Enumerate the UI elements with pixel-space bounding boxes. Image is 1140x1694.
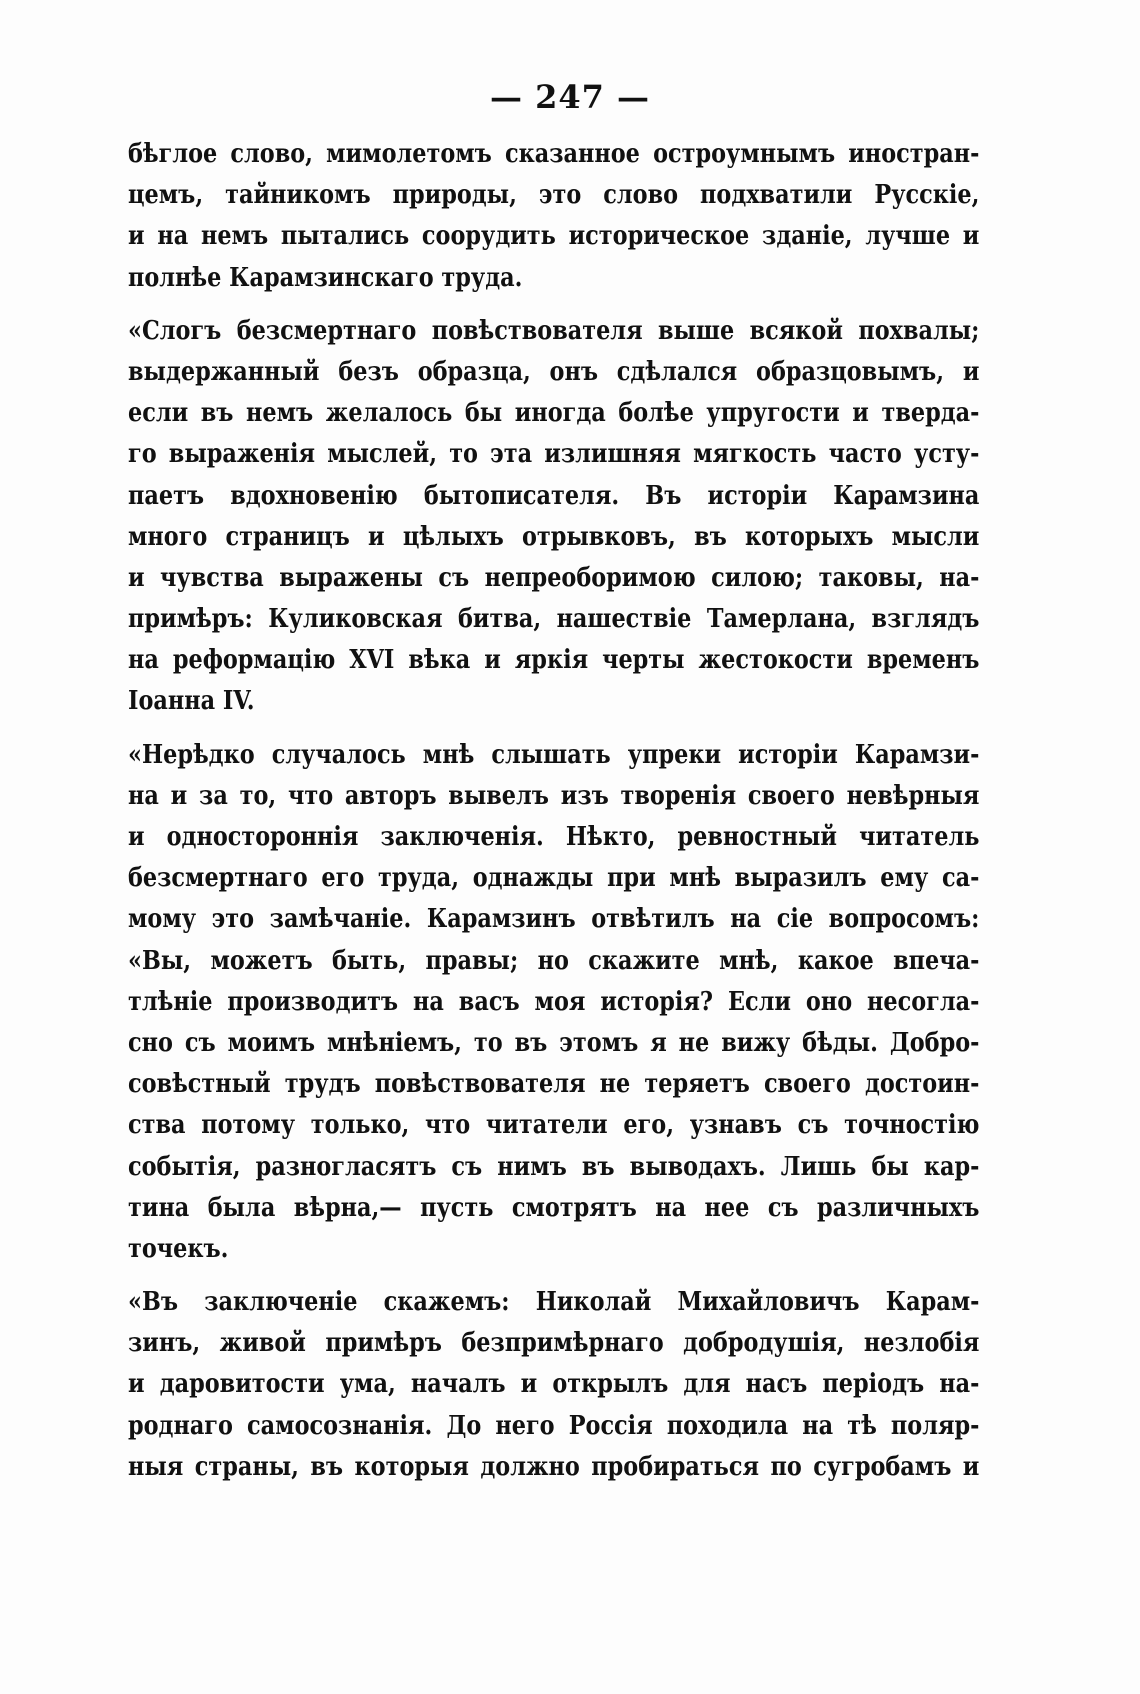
paragraph <box>128 735 980 1270</box>
text-line: на реформацію XVI вѣка и яркія черты жестокости временъ <box>128 645 980 676</box>
text-line: «Слогъ безсмертнаго повѣствователя выше всякой похвалы; <box>128 315 980 346</box>
text-line: полнѣе Карамзинскаго труда. <box>128 262 523 293</box>
text-line: бѣглое слово, мимолетомъ сказанное остроумнымъ иностран- <box>128 139 980 169</box>
text-line: событія, разногласятъ съ нимъ въ выводахъ. Лишь бы кар- <box>128 1151 980 1182</box>
text-line: «Въ заключеніе скажемъ: Николай Михайловичъ Карам- <box>128 1287 980 1318</box>
text-line: ства потому только, что читатели его, узнавъ съ точностію <box>128 1110 980 1141</box>
body-text <box>128 134 980 1488</box>
text-line: роднаго самосознанія. До него Россія походила на тѣ поляр- <box>128 1410 980 1441</box>
text-line: «Вы, можетъ быть, правы; но скажите мнѣ, какое впеча- <box>128 945 980 976</box>
text-line: «Нерѣдко случалось мнѣ слышать упреки исторіи Карамзи- <box>128 739 980 770</box>
text-line: совѣстный трудъ повѣствователя не теряетъ своего достоин- <box>128 1069 980 1100</box>
text-line: примѣръ: Куликовская битва, нашествіе Тамерлана, взглядъ <box>128 604 980 635</box>
text-line: тлѣніе производитъ на васъ моя исторія? Если оно несогла- <box>128 986 980 1017</box>
text-line: на и за то, что авторъ вывелъ изъ творенія своего невѣрныя <box>128 780 980 811</box>
text-line: зинъ, живой примѣръ безпримѣрнаго добродушія, незлобія <box>128 1328 980 1359</box>
paragraph <box>128 311 980 723</box>
text-line: мому это замѣчаніе. Карамзинъ отвѣтилъ на сіе вопросомъ: <box>128 904 980 935</box>
text-line: паетъ вдохновенію бытописателя. Въ исторіи Карамзина <box>128 480 980 511</box>
text-line: Іоанна IV. <box>128 686 255 717</box>
text-line: много страницъ и цѣлыхъ отрывковъ, въ которыхъ мысли <box>128 521 980 552</box>
text-line: и на немъ пытались соорудить историческое зданіе, лучше и <box>128 221 980 252</box>
text-line: цемъ, тайникомъ природы, это слово подхватили Русскіе, <box>128 180 980 211</box>
text-line: и одностороннія заключенія. Нѣкто, ревностный читатель <box>128 822 980 852</box>
text-line: ныя страны, въ которыя должно пробираться по сугробамъ и <box>128 1451 980 1482</box>
text-line: сно съ моимъ мнѣніемъ, то въ этомъ я не вижу бѣды. Добро- <box>128 1027 980 1058</box>
text-line: безсмертнаго его труда, однажды при мнѣ выразилъ ему са- <box>128 863 980 894</box>
paragraph <box>128 134 980 299</box>
text-line: и чувства выражены съ непреоборимою силою; таковы, на- <box>128 562 980 593</box>
text-line: и даровитости ума, началъ и открылъ для насъ періодъ на- <box>128 1369 980 1400</box>
text-line: точекъ. <box>128 1233 229 1264</box>
paragraph <box>128 1282 980 1488</box>
text-line: выдержанный безъ образца, онъ сдѣлался образцовымъ, и <box>128 356 980 387</box>
text-line: го выраженія мыслей, то эта излишняя мягкость часто усту- <box>128 439 980 470</box>
text-line: если въ немъ желалось бы иногда болѣе упругости и тверда- <box>128 398 980 429</box>
page-number: — 247 — <box>489 78 651 116</box>
text-line: тина была вѣрна,— пусть смотрятъ на нее съ различныхъ <box>128 1192 980 1223</box>
